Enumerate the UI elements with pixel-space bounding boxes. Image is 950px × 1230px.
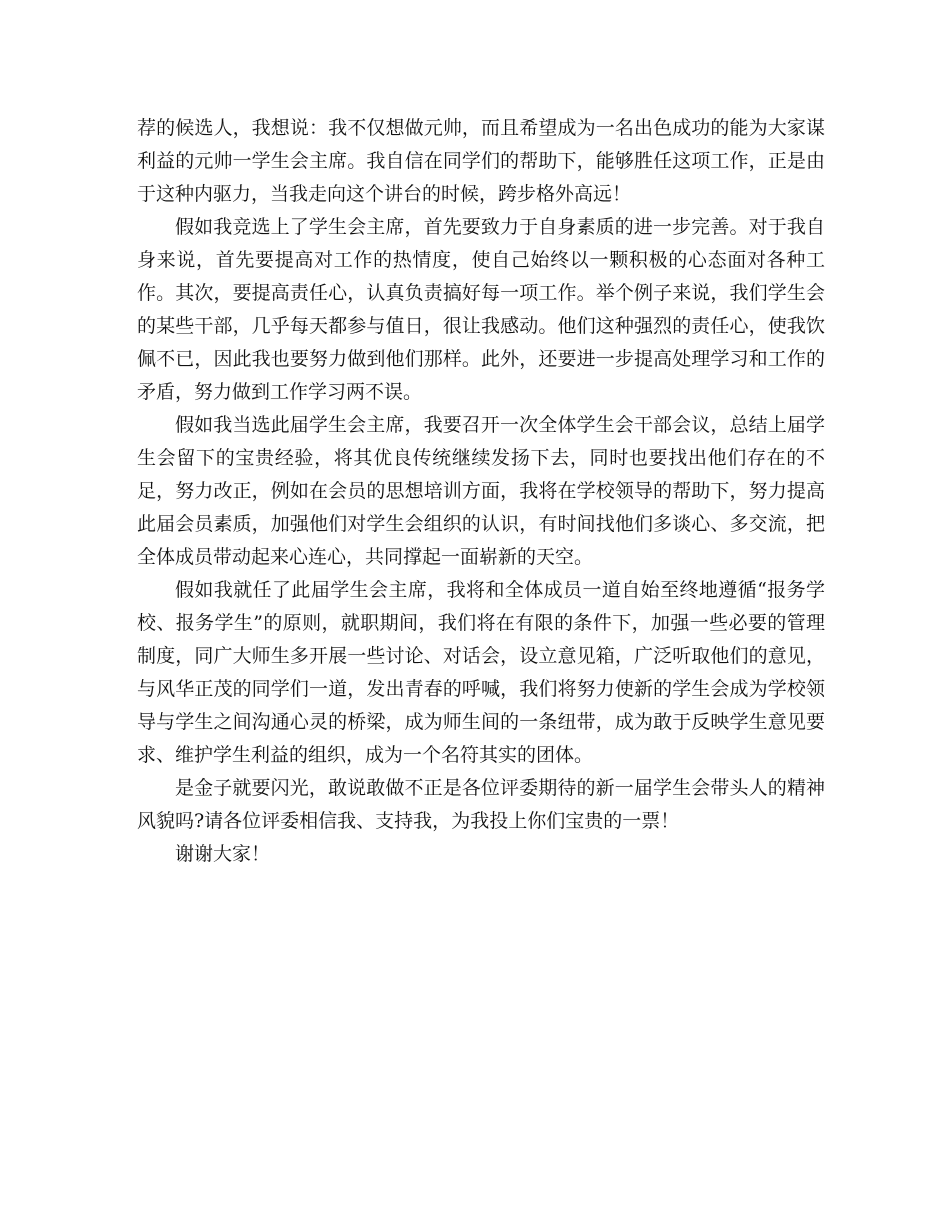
paragraph-continuation: 荐的候选人，我想说：我不仅想做元帅，而且希望成为一名出色成功的能为大家谋利益的元帅一学生会主席。我自信在同学们的帮助下，能够胜任这项工作，正是由于这种内驱力，当我走向这个讲台的时候，跨步格外高远！	[137, 117, 825, 205]
paragraph-service-principle: 假如我就任了此届学生会主席，我将和全体成员一道自始至终地遵循“报务学校、报务学生”的原则，就职期间，我们将在有限的条件下，加强一些必要的管理制度，同广大师生多开展一些讨论、对话会，设立意见箱，广泛听取他们的意见，与风华正茂的同学们一道，发出青春的呼喊，我们将努力使新的学生会成为学校领导与学生之间沟通心灵的桥梁，成为师生间的一条纽带，成为敢于反映学生意见要求、维护学生利益的组织，成为一个名符其实的团体。	[137, 579, 825, 766]
paragraph-cadre-meeting: 假如我当选此届学生会主席，我要召开一次全体学生会干部会议，总结上届学生会留下的宝贵经验，将其优良传统继续发扬下去，同时也要找出他们存在的不足，努力改正，例如在会员的思想培训方面，我将在学校领导的帮助下，努力提高此届会员素质，加强他们对学生会组织的认识，有时间找他们多谈心、多交流，把全体成员带动起来心连心，共同撑起一面崭新的天空。	[137, 414, 825, 568]
paragraph-thanks: 谢谢大家！	[175, 843, 271, 865]
document-body	[137, 112, 825, 871]
paragraph-self-improvement: 假如我竞选上了学生会主席，首先要致力于自身素质的进一步完善。对于我自身来说，首先要提高对工作的热情度，使自己始终以一颗积极的心态面对各种工作。其次，要提高责任心，认真负责搞好每一项工作。举个例子来说，我们学生会的某些干部，几乎每天都参与值日，很让我感动。他们这种强烈的责任心，使我饮佩不已，因此我也要努力做到他们那样。此外，还要进一步提高处理学习和工作的矛盾，努力做到工作学习两不误。	[137, 216, 825, 403]
paragraph-vote-appeal: 是金子就要闪光，敢说敢做不正是各位评委期待的新一届学生会带头人的精神风貌吗?请各位评委相信我、支持我，为我投上你们宝贵的一票！	[137, 777, 825, 832]
